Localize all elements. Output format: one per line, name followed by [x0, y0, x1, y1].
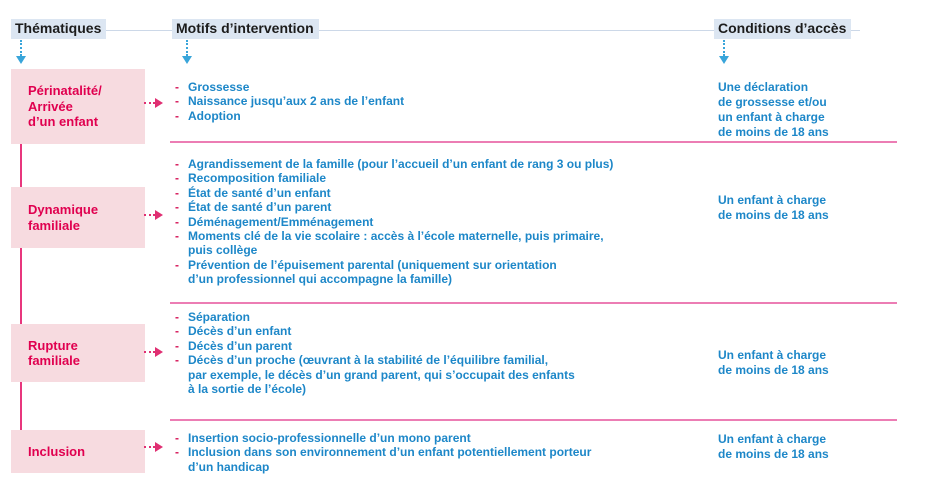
- theme-label-line: familiale: [28, 217, 81, 233]
- theme-box-inclusion: [11, 430, 145, 473]
- theme-label-line: familiale: [28, 353, 81, 368]
- motif-line: Recomposition familiale: [188, 171, 327, 186]
- right-arrow-icon: [144, 442, 163, 452]
- motif-item: [175, 80, 720, 94]
- motif-item: [175, 445, 720, 474]
- motif-item: [175, 109, 720, 123]
- condition-line: de grossesse et/ou: [718, 95, 827, 109]
- condition-line: Un enfant à charge: [718, 348, 827, 362]
- dash-bullet: -: [175, 338, 179, 353]
- dash-bullet: -: [175, 200, 179, 215]
- motif-list-perinatalite: [175, 80, 720, 123]
- separator-line: [170, 141, 897, 143]
- down-arrow-icon: [181, 40, 193, 64]
- dash-bullet: -: [175, 108, 179, 123]
- motif-item: [175, 94, 720, 108]
- motif-item: [175, 258, 720, 287]
- motif-line: d’un handicap: [188, 459, 270, 474]
- motif-item: [175, 171, 720, 185]
- motif-line: Adoption: [188, 108, 241, 123]
- separator-line: [170, 302, 897, 304]
- motif-item: [175, 186, 720, 200]
- motif-line: d’un professionnel qui accompagne la famille): [188, 272, 453, 287]
- dash-bullet: -: [175, 80, 179, 94]
- motif-item: [175, 200, 720, 214]
- condition-line: de moins de 18 ans: [718, 363, 829, 377]
- motif-item: [175, 339, 720, 353]
- right-arrow-icon: [144, 347, 163, 357]
- theme-label-line: Dynamique: [28, 202, 99, 217]
- theme-label-line: Arrivée: [28, 98, 73, 114]
- condition-line: Un enfant à charge: [718, 432, 827, 446]
- dash-bullet: -: [175, 324, 179, 339]
- dash-bullet: -: [175, 431, 179, 445]
- condition-line: de moins de 18 ans: [718, 208, 829, 222]
- condition-perinatalite: [718, 80, 898, 140]
- motif-item: [175, 215, 720, 229]
- motif-item: [175, 229, 720, 258]
- condition-inclusion: [718, 432, 898, 462]
- theme-label-line: Périnatalité/: [28, 83, 102, 99]
- motif-item: [175, 324, 720, 338]
- theme-label-line: Rupture: [28, 337, 78, 353]
- theme-label-line: Inclusion: [28, 443, 86, 459]
- motif-line: Déménagement/Emménagement: [188, 214, 374, 229]
- column-header-conditions: Conditions d’accès: [714, 19, 851, 39]
- motif-line: Naissance jusqu’aux 2 ans de l’enfant: [188, 94, 405, 109]
- condition-line: de moins de 18 ans: [718, 447, 829, 461]
- condition-line: Une déclaration: [718, 80, 809, 94]
- motif-list-rupture: [175, 310, 720, 396]
- dash-bullet: -: [175, 257, 179, 272]
- motif-line: Séparation: [188, 310, 251, 324]
- motif-item: [175, 157, 720, 171]
- condition-rupture: [718, 348, 898, 378]
- motif-list-dynamique: [175, 157, 720, 287]
- dash-bullet: -: [175, 171, 179, 186]
- separator-line: [170, 419, 897, 421]
- dash-bullet: -: [175, 185, 179, 200]
- motif-item: [175, 431, 720, 445]
- theme-box-perinatalite: [11, 69, 145, 144]
- motif-line: État de santé d’un parent: [188, 200, 332, 215]
- dash-bullet: -: [175, 353, 179, 368]
- motif-line: Décès d’un parent: [188, 338, 293, 353]
- motif-line: par exemple, le décès d’un grand parent, qui s’occupait des enfants: [188, 367, 575, 382]
- motif-item: [175, 310, 720, 324]
- motif-item: [175, 353, 720, 396]
- theme-label-line: d’un enfant: [28, 114, 99, 130]
- dash-bullet: -: [175, 310, 179, 324]
- theme-box-rupture: [11, 324, 145, 382]
- motif-line: puis collège: [188, 243, 258, 258]
- condition-line: Un enfant à charge: [718, 193, 827, 207]
- column-header-thematiques: Thématiques: [11, 19, 106, 39]
- condition-line: de moins de 18 ans: [718, 125, 829, 139]
- motif-line: Décès d’un enfant: [188, 324, 292, 339]
- down-arrow-icon: [15, 40, 27, 64]
- condition-line: un enfant à charge: [718, 110, 825, 124]
- motif-line: à la sortie de l’école): [188, 382, 307, 397]
- theme-box-dynamique: [11, 187, 145, 248]
- down-arrow-icon: [718, 40, 730, 64]
- dash-bullet: -: [175, 229, 179, 244]
- dash-bullet: -: [175, 94, 179, 109]
- right-arrow-icon: [144, 210, 163, 220]
- dash-bullet: -: [175, 214, 179, 229]
- motif-line: Grossesse: [188, 80, 250, 94]
- motif-list-inclusion: [175, 431, 720, 474]
- right-arrow-icon: [144, 98, 163, 108]
- motif-line: Prévention de l’épuisement parental (uniquement sur orientation: [188, 257, 557, 272]
- motif-line: Agrandissement de la famille (pour l’accueil d’un enfant de rang 3 ou plus): [188, 157, 614, 171]
- dash-bullet: -: [175, 157, 179, 171]
- column-header-motifs: Motifs d’intervention: [172, 19, 319, 39]
- condition-dynamique: [718, 193, 898, 223]
- motif-line: Décès d’un proche (œuvrant à la stabilité de l’équilibre familial,: [188, 353, 549, 368]
- motif-line: Inclusion dans son environnement d’un enfant potentiellement porteur: [188, 445, 592, 460]
- motif-line: Moments clé de la vie scolaire : accès à l’école maternelle, puis primaire,: [188, 229, 604, 244]
- dash-bullet: -: [175, 445, 179, 460]
- motif-line: Insertion socio-professionnelle d’un mono parent: [188, 431, 471, 445]
- motif-line: État de santé d’un enfant: [188, 185, 331, 200]
